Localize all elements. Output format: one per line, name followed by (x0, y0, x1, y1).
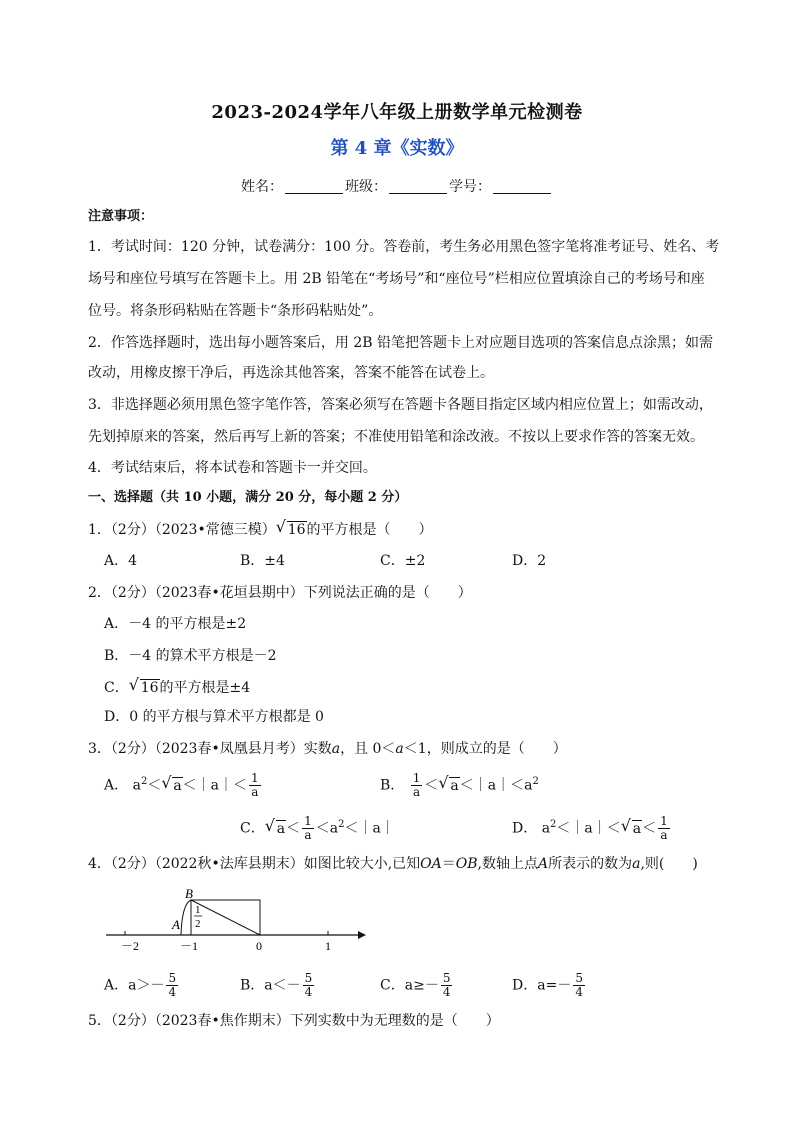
half-numerator: 1 (195, 904, 201, 916)
less-than: ＜ (642, 820, 657, 837)
arc-ob-oa (181, 900, 191, 935)
less-than: ＜ (459, 777, 474, 794)
q3-option-b[interactable] (380, 772, 539, 799)
abs-a: ｜a｜ (358, 820, 395, 837)
question-4-stem (88, 855, 698, 873)
option-label: A． (104, 977, 129, 994)
q4-ob: OB (455, 856, 478, 872)
radical-sign: √ (620, 815, 631, 835)
q3-option-d[interactable] (512, 815, 672, 842)
q3-var: a (395, 741, 404, 757)
number-blank[interactable] (493, 179, 551, 194)
abs-a: ｜a｜ (473, 777, 511, 794)
q2-c-suffix: 的平方根是±4 (159, 680, 251, 696)
q1-option-a[interactable]: A．4 (104, 553, 138, 569)
option-label: D． (512, 977, 538, 994)
denominator: a (412, 785, 421, 799)
notes-line: 先划掉原来的答案，然后再写上新的答案；不准使用铅笔和涂改液。不按以上要求作答的答案无效。 (88, 429, 704, 445)
a-symbol: a (541, 820, 551, 837)
point-a-label: A (172, 917, 180, 932)
q4-option-a[interactable] (104, 972, 180, 999)
q4-eq: ＝ (441, 856, 456, 872)
question-2-stem: 2．（2分）（2023春•花垣县期中）下列说法正确的是（ ） (88, 585, 472, 601)
sqrt-symbol (128, 675, 160, 697)
operator: ＜ (272, 977, 287, 994)
diagonal-ob (191, 900, 260, 935)
q3-option-a[interactable] (104, 772, 263, 799)
fraction (166, 972, 178, 999)
section-heading: 一、选择题（共 10 小题，满分 20 分，每小题 2 分） (88, 490, 408, 505)
fraction (658, 815, 670, 842)
fraction (411, 772, 423, 799)
q4-var: a (632, 856, 641, 872)
question-3-stem (88, 740, 567, 758)
a-symbol: a (128, 977, 137, 994)
sqrt-symbol (264, 815, 286, 838)
radical-sign: √ (275, 517, 286, 536)
q1-radicand: 16 (287, 522, 306, 538)
class-label: 班级： (345, 179, 387, 195)
denominator: 4 (168, 985, 177, 999)
q3-stem-mid2: ＜1，则成立的是（ ） (403, 741, 567, 757)
option-label: C． (240, 820, 265, 837)
minus-sign: － (424, 977, 439, 994)
numerator: 1 (251, 771, 259, 785)
q2-c-label: C． (104, 680, 129, 696)
denominator: 4 (442, 985, 451, 999)
minus-sign: － (557, 977, 572, 994)
exponent: 2 (140, 775, 148, 787)
q4-stem-mid2: 所表示的数为 (548, 856, 633, 872)
denominator: a (660, 828, 668, 842)
exponent: 2 (550, 818, 557, 830)
option-label: A． (104, 777, 129, 794)
a-symbol: a (264, 977, 273, 994)
fraction (441, 972, 453, 999)
name-blank[interactable] (285, 179, 343, 194)
q3-option-c[interactable] (240, 815, 395, 842)
less-than: ＜ (606, 820, 621, 837)
tick-label: 0 (256, 939, 262, 953)
less-than: ＜ (147, 777, 162, 794)
axis-arrow-icon (358, 931, 366, 939)
notes-heading: 注意事项： (88, 209, 154, 224)
q2-option-a[interactable]: A．－4 的平方根是±2 (104, 616, 247, 632)
exponent: 2 (532, 775, 539, 787)
chapter-subtitle: 第 4 章《实数》 (330, 138, 464, 159)
tick-label: 1 (325, 939, 331, 953)
numerator: 1 (660, 814, 668, 828)
denominator: 4 (304, 985, 313, 999)
less-than: ＜ (315, 820, 330, 837)
less-than: ＜ (286, 820, 301, 837)
a-symbol: a (132, 777, 141, 794)
q1-prefix: 1．（2分）（2023•常德三模） (88, 522, 276, 538)
q1-option-d[interactable]: D．2 (512, 553, 547, 569)
notes-line: 3．非选择题必须用黑色签字笔作答，答案必须写在答题卡各题目指定区域内相应位置上；如需改动， (88, 397, 713, 413)
operator: ＞ (136, 977, 151, 994)
numerator: 1 (412, 771, 421, 785)
option-label: B． (240, 977, 265, 994)
q2-option-c[interactable] (104, 675, 251, 697)
fraction (302, 815, 314, 842)
denominator: 4 (575, 985, 583, 999)
notes-line: 2．作答选择题时，选出每小题答案后，用 2B 铅笔把答题卡上对应题目选项的答案信息点涂黑；如需 (88, 335, 714, 351)
denominator: a (304, 828, 312, 842)
page-title: 2023-2024学年八年级上册数学单元检测卷 (211, 102, 583, 123)
option-label: D． (512, 820, 538, 837)
fraction (573, 972, 585, 999)
denominator: a (251, 785, 259, 799)
option-label: C． (380, 977, 405, 994)
option-label: B． (380, 777, 405, 794)
q2-option-d[interactable]: D．0 的平方根与算术平方根都是 0 (104, 709, 324, 725)
sqrt-symbol (438, 772, 459, 795)
number-line-figure (100, 882, 370, 954)
numerator: 5 (575, 971, 583, 985)
radical-sign: √ (161, 772, 172, 792)
numerator: 5 (442, 971, 451, 985)
q4-oa: OA (420, 856, 442, 872)
a-symbol: a (524, 777, 533, 794)
notes-line: 4．考试结束后，将本试卷和答题卡一并交回。 (88, 460, 377, 476)
less-than: ＜ (344, 820, 359, 837)
question-5-stem: 5．（2分）（2023春•焦作期末）下列实数中为无理数的是（ ） (88, 1013, 500, 1029)
numerator: 1 (304, 814, 312, 828)
question-1-stem (88, 517, 433, 539)
abs-a: ｜a｜ (196, 777, 234, 794)
less-than: ＜ (182, 777, 197, 794)
notes-line: 改动，用橡皮擦干净后，再选涂其他答案，答案不能答在试卷上。 (88, 365, 494, 381)
q3-stem-prefix: 3．（2分）（2023春•凤凰县月考）实数 (88, 741, 332, 757)
student-info-line (0, 176, 794, 196)
number-label: 学号： (449, 179, 491, 195)
q1-option-c[interactable]: C．±2 (380, 553, 426, 569)
operator: ≥ (413, 977, 425, 994)
notes-line: 1．考试时间：120 分钟，试卷满分：100 分。答卷前，考生务必用黑色签字笔将准考证号、姓名、考 (88, 239, 720, 255)
q4-option-c[interactable] (380, 972, 454, 999)
radicand: a (450, 777, 459, 794)
operator: = (545, 977, 558, 994)
sqrt-symbol (161, 772, 182, 795)
a-symbol: a (404, 977, 414, 994)
notes-line: 位号。将条形码粘贴在答题卡“条形码粘贴处”。 (88, 303, 383, 319)
numerator: 5 (304, 971, 313, 985)
exponent: 2 (338, 818, 345, 830)
radicand: a (173, 777, 182, 794)
notes-line: 场号和座位号填写在答题卡上。用 2B 铅笔在“考场号”和“座位号”栏相应位置填涂自己的考场号和座 (88, 271, 705, 287)
q4-stem-mid: ,数轴上点 (477, 856, 538, 872)
q4-option-b[interactable] (240, 972, 316, 999)
abs-a: ｜a｜ (570, 820, 607, 837)
tick-label: －2 (121, 939, 140, 953)
radical-sign: √ (264, 815, 275, 835)
radical-sign: √ (438, 772, 449, 792)
q3-stem-mid: ，且 0＜ (340, 741, 396, 757)
numerator: 5 (168, 971, 177, 985)
tick-label: －1 (180, 939, 199, 953)
sqrt-symbol (275, 517, 307, 539)
q2-option-b[interactable]: B．－4 的算术平方根是－2 (104, 648, 277, 664)
fraction (249, 772, 261, 799)
q4-point: A (537, 856, 549, 872)
minus-sign: － (150, 977, 165, 994)
q1-option-b[interactable]: B．±4 (240, 553, 285, 569)
class-blank[interactable] (389, 179, 447, 194)
less-than: ＜ (424, 777, 439, 794)
q3-var: a (331, 741, 341, 757)
radical-sign: √ (128, 675, 139, 694)
less-than: ＜ (510, 777, 525, 794)
half-denominator: 2 (195, 918, 201, 930)
name-label: 姓名： (241, 179, 283, 195)
less-than: ＜ (233, 777, 248, 794)
minus-sign: － (286, 977, 301, 994)
q1-suffix: 的平方根是（ ） (306, 522, 433, 538)
fraction (303, 972, 315, 999)
a-symbol: a (537, 977, 546, 994)
radicand: a (276, 820, 286, 837)
q4-stem-end: ,则( ) (640, 856, 698, 872)
radicand: a (632, 820, 642, 837)
point-b-label: B (185, 886, 193, 901)
q2-c-radicand: 16 (140, 680, 159, 696)
a-symbol: a (329, 820, 339, 837)
q4-stem-prefix: 4．（2分）（2022秋•法库县期末）如图比较大小,已知 (88, 856, 421, 872)
q4-option-d[interactable] (512, 972, 587, 999)
less-than: ＜ (556, 820, 571, 837)
sqrt-symbol (620, 815, 642, 838)
